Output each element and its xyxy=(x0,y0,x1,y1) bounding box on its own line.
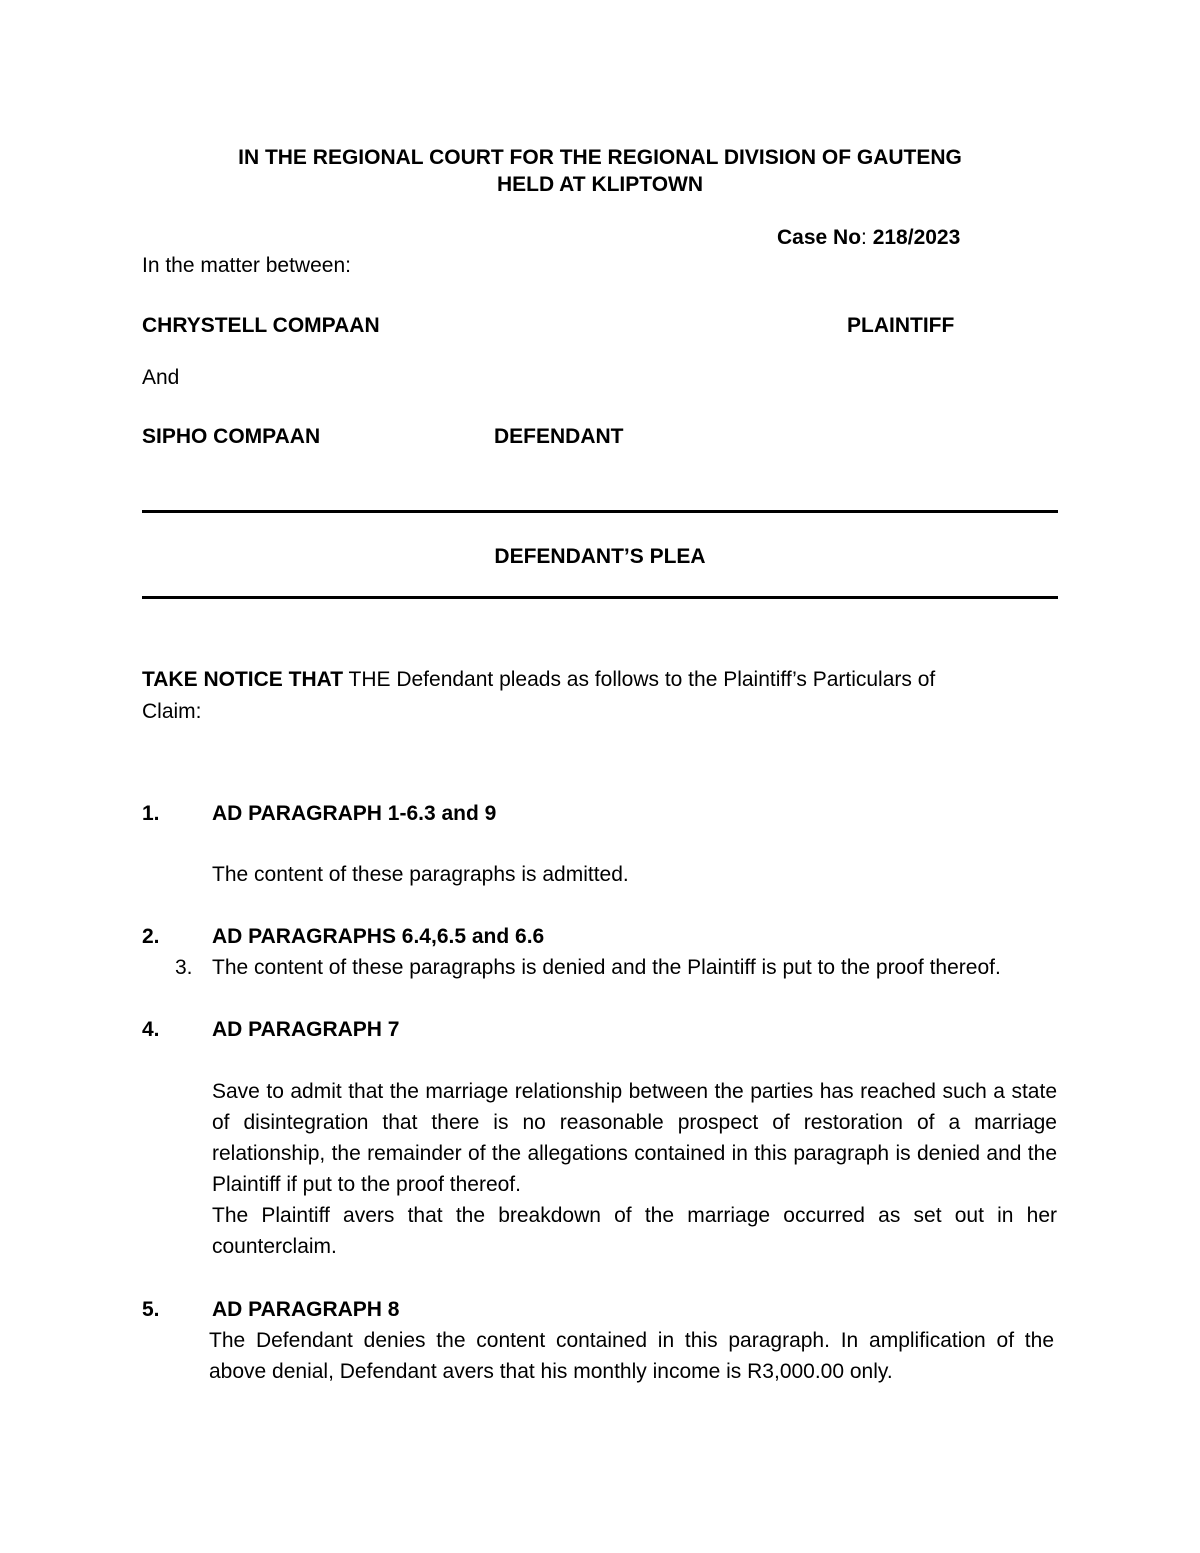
case-number xyxy=(777,222,960,253)
matter-between: In the matter between: xyxy=(142,254,351,277)
court-heading-line1: IN THE REGIONAL COURT FOR THE REGIONAL DIVISION OF GAUTENG xyxy=(238,146,962,169)
section-3-number: 3. xyxy=(175,956,193,979)
section-4-number: 4. xyxy=(142,1018,160,1041)
intro-line1-text: THE Defendant pleads as follows to the Plaintiff’s Particulars of xyxy=(343,668,936,691)
section-1-heading: AD PARAGRAPH 1-6.3 and 9 xyxy=(212,802,497,825)
case-number-separator: : xyxy=(861,226,873,249)
intro-take-notice: TAKE NOTICE THAT xyxy=(142,668,344,691)
section-2-heading: AD PARAGRAPHS 6.4,6.5 and 6.6 xyxy=(212,925,545,948)
section-2-number: 2. xyxy=(142,925,160,948)
section-3-text: The content of these paragraphs is denied and the Plaintiff is put to the proof thereof. xyxy=(212,956,1001,979)
defendant-name: SIPHO COMPAAN xyxy=(142,425,321,448)
title-rule-top xyxy=(142,510,1058,513)
defendant-role: DEFENDANT xyxy=(494,425,624,448)
section-5-text: The Defendant denies the content contained in this paragraph. In amplification of the above denial, Defendant avers that his monthly income is R3,000.00 only. xyxy=(209,1329,1054,1383)
title-rule-bottom xyxy=(142,596,1058,599)
plaintiff-name: CHRYSTELL COMPAAN xyxy=(142,314,380,337)
case-number-label: Case No xyxy=(777,226,862,249)
party-conjunction: And xyxy=(142,366,180,389)
court-heading-line2: HELD AT KLIPTOWN xyxy=(496,173,704,196)
section-4-text-1: Save to admit that the marriage relationship between the parties has reached such a state of disintegration that there is no reasonable prospect of restoration of a marriage relationship, the remainder of the allegations contained in this paragraph is denied and the Plaintiff if put to the proof thereof. xyxy=(212,1080,1057,1196)
section-4-heading: AD PARAGRAPH 7 xyxy=(212,1018,400,1041)
section-1-number: 1. xyxy=(142,802,160,825)
section-5-heading: AD PARAGRAPH 8 xyxy=(212,1298,400,1321)
case-number-value: 218/2023 xyxy=(872,226,961,249)
section-4-text-2: The Plaintiff avers that the breakdown of the marriage occurred as set out in her counterclaim. xyxy=(212,1204,1057,1258)
plaintiff-role: PLAINTIFF xyxy=(847,314,955,337)
document-title: DEFENDANT’S PLEA xyxy=(494,545,706,568)
intro-line2: Claim: xyxy=(142,700,202,723)
intro-line1 xyxy=(142,664,935,695)
section-1-text: The content of these paragraphs is admitted. xyxy=(212,863,629,886)
section-5-number: 5. xyxy=(142,1298,160,1321)
